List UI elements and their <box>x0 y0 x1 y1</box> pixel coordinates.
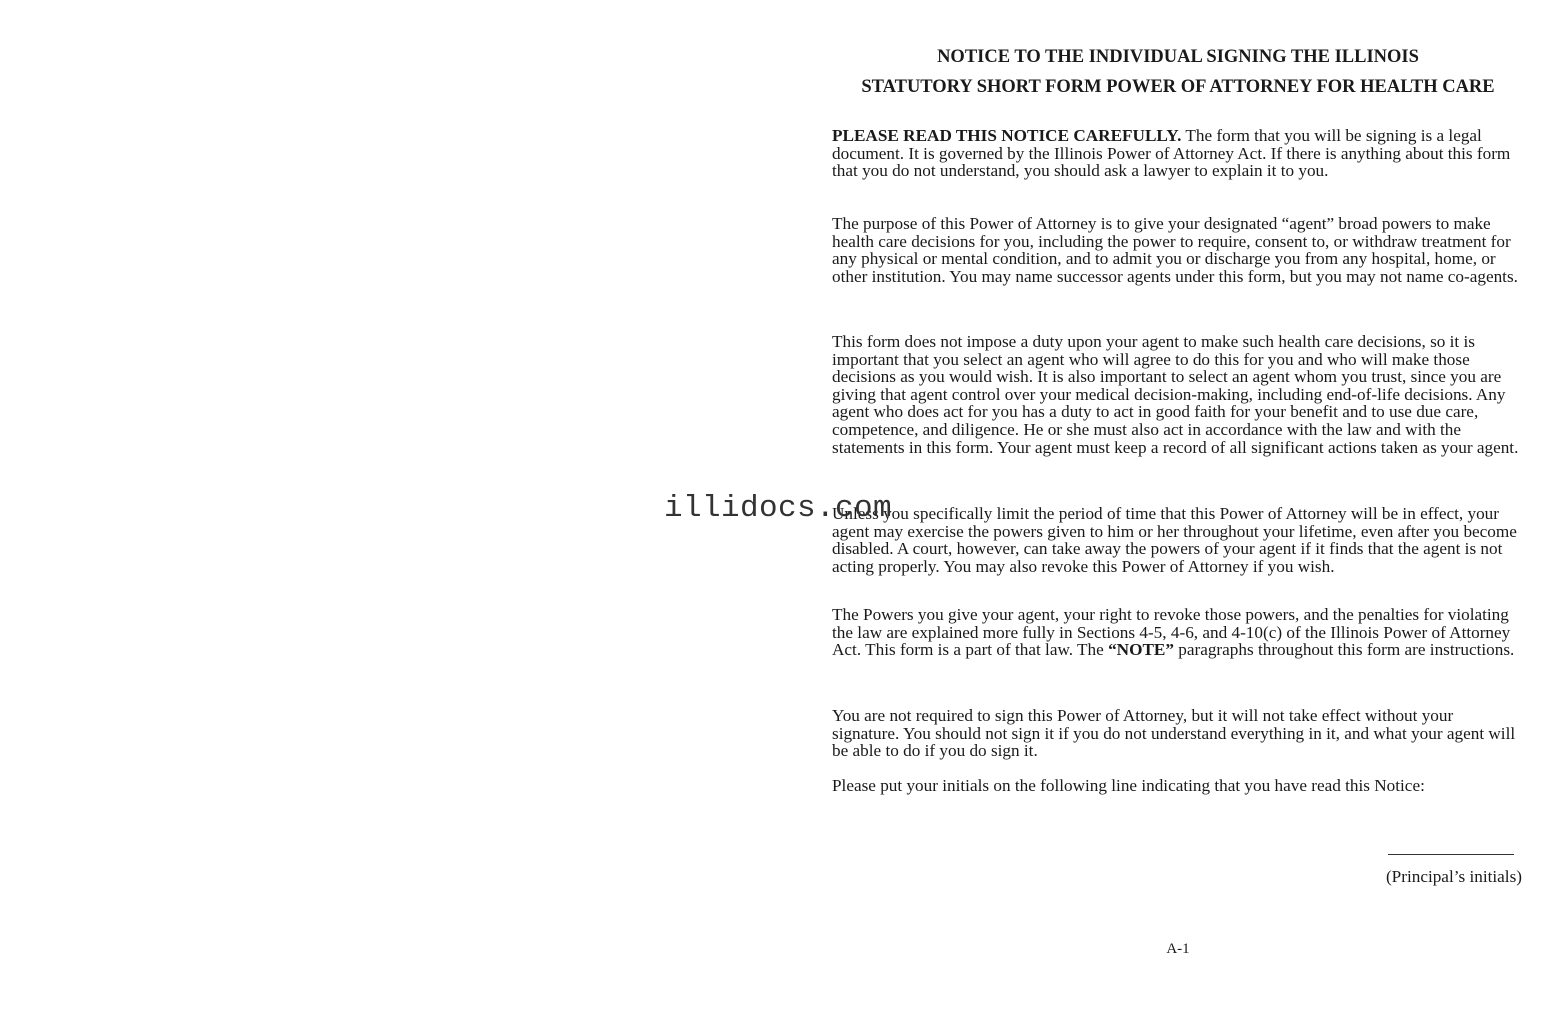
paragraph-powers-note: “NOTE” <box>1108 640 1174 660</box>
paragraph-notice <box>832 127 1524 180</box>
page-number: A-1 <box>1166 941 1190 957</box>
paragraph-agent-duty: This form does not impose a duty upon your agent to make such health care decisions, so it is important that you select an agent who will agree to do this for you and who will make those decisions as you would wish. It is also important to select an agent whom you trust, since you are giving that agent control over your medical decision-making, including end-of-life decisions. Any agent who does act for you has a duty to act in good faith for your benefit and to use due care, competence, and diligence. He or she must also act in accordance with the law and with the statements in this form. Your agent must keep a record of all significant actions taken as your agent. <box>832 332 1519 457</box>
paragraph-initials-instruction: Please put your initials on the following line indicating that you have read this Notice: <box>832 776 1425 795</box>
paragraph-powers <box>832 606 1524 659</box>
paragraph-period: Unless you specifically limit the period of time that this Power of Attorney will be in effect, your agent may exercise the powers given to him or her throughout your lifetime, even after you become disabled. A court, however, can take away the powers of your agent if it finds that the agent is not acting properly. You may also revoke this Power of Attorney if you wish. <box>832 504 1517 576</box>
paragraph-notice-text: The form that you will be signing is a legal document. It is governed by the Illinois Power of Attorney Act. If there is anything about this form that you do not understand, you should ask a lawyer to explain it to you. <box>832 126 1511 181</box>
paragraph-notice-lead: PLEASE READ THIS NOTICE CAREFULLY. <box>832 126 1182 145</box>
watermark: illidocs.com <box>664 491 893 526</box>
title-line-1: NOTICE TO THE INDIVIDUAL SIGNING THE ILLINOIS <box>937 47 1419 67</box>
title-line-2: STATUTORY SHORT FORM POWER OF ATTORNEY FOR HEALTH CARE <box>861 77 1495 97</box>
initials-label: (Principal’s initials) <box>1385 867 1522 886</box>
paragraph-signature: You are not required to sign this Power of Attorney, but it will not take effect without your signature. You should not sign it if you do not understand everything in it, and what your agent will be able to do if you do sign it. <box>832 706 1516 761</box>
paragraph-powers-after: paragraphs throughout this form are instructions. <box>1173 640 1515 660</box>
paragraph-powers-before: The Powers you give your agent, your right to revoke those powers, and the penalties for violating the law are explained more fully in Sections 4-5, 4-6, and 4-10(c) of the Illinois Power of Attorney Act. This form is a part of that law. The <box>832 605 1511 660</box>
paragraph-purpose: The purpose of this Power of Attorney is to give your designated “agent” broad powers to make health care decisions for you, including the power to require, consent to, or withdraw treatment for any physical or mental condition, and to admit you or discharge you from any hospital, home, or other institution. You may name successor agents under this form, but you may not name co-agents. <box>832 214 1518 286</box>
initials-line[interactable] <box>1388 854 1514 855</box>
document-page <box>832 0 1524 1012</box>
